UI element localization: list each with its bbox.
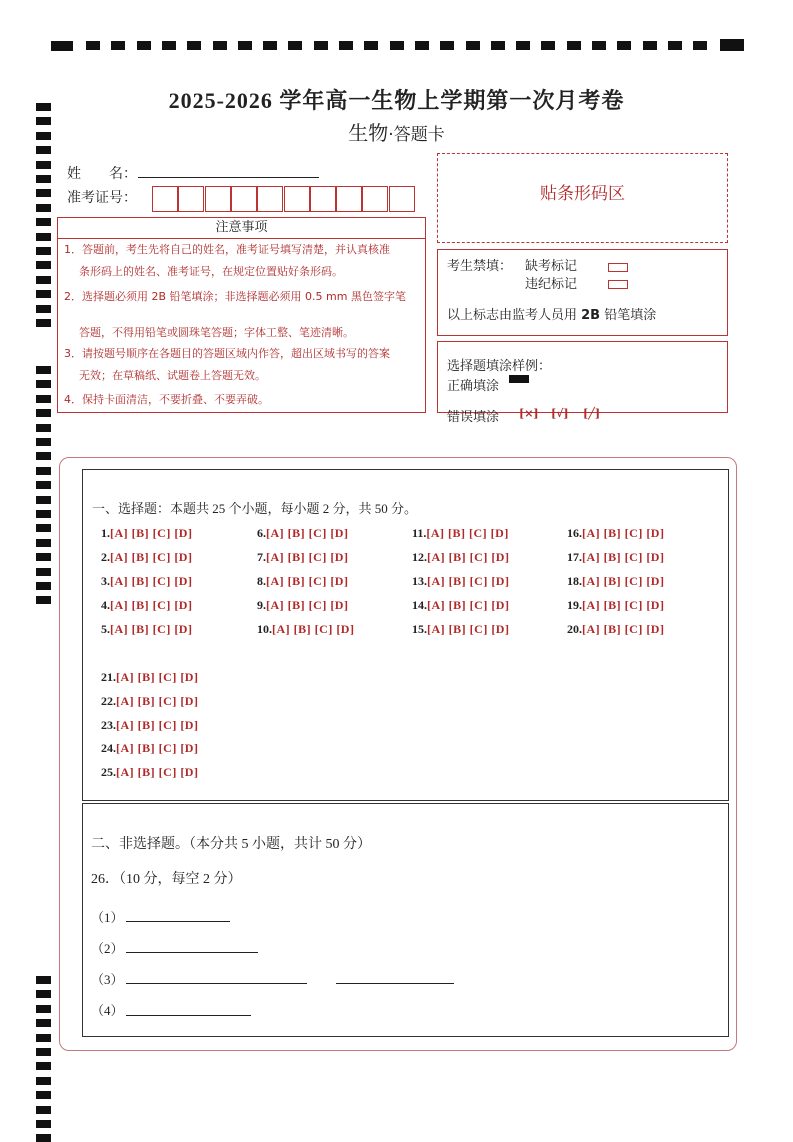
timing-mark — [111, 41, 125, 50]
timing-mark — [36, 452, 51, 460]
exam-id-digit-box[interactable] — [205, 186, 231, 212]
choice-question[interactable] — [257, 574, 348, 589]
question-number: 8. — [257, 574, 266, 588]
answer-options[interactable]: [A] [B] [C] [D] — [426, 526, 509, 540]
question-number: 23. — [101, 717, 116, 732]
question-number: 21. — [101, 670, 116, 684]
choice-question[interactable] — [257, 622, 354, 637]
sample-correct-label: 正确填涂 — [447, 379, 500, 394]
exam-id-digit-box[interactable] — [362, 186, 388, 212]
question-number: 12. — [412, 550, 427, 564]
choice-question[interactable] — [101, 694, 198, 709]
timing-mark — [36, 276, 51, 284]
note-item — [64, 343, 390, 387]
timing-mark — [36, 247, 51, 255]
name-field[interactable] — [138, 177, 319, 178]
timing-mark — [86, 41, 100, 50]
answer-line[interactable] — [126, 1015, 251, 1016]
correct-fill-mark — [509, 375, 529, 383]
timing-mark — [720, 39, 744, 51]
timing-mark — [36, 290, 51, 298]
violation-label: 违纪标记 — [525, 277, 578, 292]
choice-question[interactable] — [412, 622, 509, 637]
absent-label: 缺考标记 — [525, 259, 578, 274]
timing-mark — [36, 510, 51, 518]
exam-id-digit-box[interactable] — [284, 186, 310, 212]
forbid-note-suffix: 铅笔填涂 — [600, 308, 657, 323]
page-subtitle — [0, 117, 793, 146]
timing-mark — [643, 41, 657, 50]
timing-mark — [36, 582, 51, 590]
answer-options[interactable]: [A] [B] [C] [D] — [582, 550, 665, 564]
timing-mark — [36, 261, 51, 269]
timing-mark — [592, 41, 606, 50]
choice-section — [82, 469, 729, 801]
exam-id-digit-box[interactable] — [152, 186, 178, 212]
violation-checkbox[interactable] — [608, 280, 628, 289]
timing-mark — [36, 596, 51, 604]
answer-options[interactable]: [A] [B] [C] [D] — [266, 550, 349, 564]
note-line: 无效；在草稿纸、试题卷上答题无效。 — [79, 369, 266, 382]
answer-options[interactable]: [A] [B] [C] [D] — [116, 741, 199, 756]
question-number: 6. — [257, 526, 266, 540]
note-line: 3．请按题号顺序在各题目的答题区域内作答，超出区域书写的答案 — [64, 347, 390, 360]
answer-options[interactable]: [A] [B] [C] [D] — [110, 550, 193, 564]
choice-question[interactable] — [412, 550, 509, 565]
exam-id-digit-box[interactable] — [257, 186, 283, 212]
timing-mark — [36, 553, 51, 561]
choice-question[interactable] — [412, 574, 509, 589]
forbid-note-prefix: 以上标志由监考人员用 — [447, 308, 582, 323]
sample-wrong-label: 错误填涂 — [447, 410, 500, 425]
timing-mark — [36, 467, 51, 475]
answer-line[interactable] — [126, 952, 258, 953]
question-number: 13. — [412, 574, 427, 588]
choice-question[interactable] — [101, 741, 198, 756]
barcode-area[interactable]: 贴条形码区 — [437, 153, 728, 243]
timing-mark — [567, 41, 581, 50]
timing-mark — [36, 204, 51, 212]
question-number: 2. — [101, 550, 110, 564]
notes-panel — [57, 217, 426, 413]
answer-options[interactable]: [A] [B] [C] [D] — [427, 622, 510, 636]
note-item — [64, 389, 269, 411]
answer-options[interactable]: [A] [B] [C] [D] — [582, 622, 665, 636]
timing-mark — [36, 424, 51, 432]
timing-mark — [466, 41, 480, 50]
non-choice-section — [82, 803, 729, 1037]
fill-sample-panel — [437, 341, 728, 425]
question-number: 7. — [257, 550, 266, 564]
choice-question[interactable] — [101, 718, 198, 733]
note-line: 2．选择题必须用 2B 铅笔填涂；非选择题必须用 0.5 mm 黑色签字笔 — [64, 290, 406, 303]
exam-id-digit-box[interactable] — [336, 186, 362, 212]
timing-mark — [36, 1019, 51, 1027]
timing-mark — [36, 305, 51, 313]
answer-options[interactable]: [A] [B] [C] [D] — [116, 693, 199, 708]
choice-question[interactable] — [101, 765, 198, 780]
timing-mark — [187, 41, 201, 50]
timing-mark — [36, 1034, 51, 1042]
proctor-marks-panel — [437, 249, 728, 336]
note-item — [64, 239, 390, 283]
timing-mark — [491, 41, 505, 50]
timing-mark — [36, 189, 51, 197]
answer-options[interactable]: [A] [B] [C] [D] — [110, 574, 193, 588]
note-line: 答题，不得用铅笔或圆珠笔答题；字体工整、笔迹清晰。 — [79, 326, 354, 339]
timing-mark — [36, 1134, 51, 1142]
answer-options[interactable]: [A] [B] [C] [D] — [116, 670, 199, 684]
note-line: 1．答题前，考生先将自己的姓名，准考证号填写清楚，并认真核准 — [64, 243, 390, 256]
wrong-mark-cross: [×] — [519, 407, 539, 420]
answer-options[interactable]: [A] [B] [C] [D] — [427, 574, 510, 588]
answer-options[interactable]: [A] [B] [C] [D] — [582, 598, 665, 612]
timing-mark — [617, 41, 631, 50]
timing-mark — [36, 1077, 51, 1085]
timing-mark — [364, 41, 378, 50]
exam-id-digit-box[interactable] — [178, 186, 204, 212]
card-type: 答题卡 — [393, 125, 445, 145]
sub-question-label: （2） — [91, 941, 124, 956]
choice-question[interactable] — [101, 598, 192, 613]
question-number: 1. — [101, 526, 110, 540]
timing-mark — [36, 146, 51, 154]
choice-question[interactable] — [101, 526, 192, 541]
timing-mark — [339, 41, 353, 50]
timing-mark — [36, 161, 51, 169]
choice-question[interactable] — [567, 598, 664, 613]
question-number: 9. — [257, 598, 266, 612]
timing-mark — [36, 481, 51, 489]
timing-mark — [36, 438, 51, 446]
answer-options[interactable]: [A] [B] [C] [D] — [116, 717, 199, 732]
wrong-mark-check: [√] — [551, 407, 569, 420]
exam-id-digit-box[interactable] — [310, 186, 336, 212]
timing-mark — [36, 319, 51, 327]
answer-options[interactable]: [A] [B] [C] [D] — [110, 598, 193, 612]
answer-options[interactable]: [A] [B] [C] [D] — [427, 598, 510, 612]
timing-mark — [36, 175, 51, 183]
choice-question[interactable] — [257, 526, 348, 541]
subtitle-dot: · — [388, 125, 394, 145]
timing-mark — [36, 395, 51, 403]
timing-mark — [137, 41, 151, 50]
timing-mark — [36, 218, 51, 226]
timing-mark — [51, 41, 73, 51]
question-number: 4. — [101, 598, 110, 612]
page-title: 2025-2026 学年高一生物上学期第一次月考卷 — [168, 88, 625, 113]
timing-mark — [238, 41, 252, 50]
timing-mark — [36, 568, 51, 576]
question-number: 20. — [567, 622, 582, 636]
timing-mark — [263, 41, 277, 50]
answer-options[interactable]: [A] [B] [C] [D] — [116, 765, 199, 780]
timing-mark — [213, 41, 227, 50]
timing-mark — [440, 41, 454, 50]
absent-checkbox[interactable] — [608, 263, 628, 272]
choice-question[interactable] — [101, 574, 192, 589]
choice-question[interactable] — [101, 622, 192, 637]
name-label: 姓 名： — [67, 166, 137, 182]
question-number: 24. — [101, 741, 116, 756]
answer-line[interactable] — [126, 921, 230, 922]
exam-id-digit-box[interactable] — [231, 186, 257, 212]
timing-mark — [541, 41, 555, 50]
choice-question[interactable] — [567, 622, 664, 637]
question-number: 5. — [101, 622, 110, 636]
answer-options[interactable]: [A] [B] [C] [D] — [266, 574, 349, 588]
note-line: 条形码上的姓名、准考证号，在规定位置贴好条形码。 — [79, 265, 343, 278]
wrong-mark-slash: [╱] — [583, 407, 601, 420]
timing-mark — [693, 41, 707, 50]
answer-line[interactable] — [126, 983, 307, 984]
answer-options[interactable]: [A] [B] [C] [D] — [266, 598, 349, 612]
timing-mark — [36, 1062, 51, 1070]
question-number: 10. — [257, 622, 272, 636]
choice-question[interactable] — [412, 526, 509, 541]
question-number: 3. — [101, 574, 110, 588]
timing-mark — [36, 1048, 51, 1056]
timing-mark — [36, 496, 51, 504]
choice-question[interactable] — [567, 574, 664, 589]
timing-mark — [288, 41, 302, 50]
choice-question[interactable] — [101, 550, 192, 565]
forbid-note-bold: 2B — [581, 308, 601, 323]
sub-question-label: （3） — [91, 972, 124, 987]
answer-options[interactable]: [A] [B] [C] [D] — [582, 526, 665, 540]
question-number: 17. — [567, 550, 582, 564]
choice-question[interactable] — [412, 598, 509, 613]
answer-options[interactable]: [A] [B] [C] [D] — [266, 526, 349, 540]
sub-question-label: （1） — [91, 910, 124, 925]
timing-mark — [36, 524, 51, 532]
timing-mark — [314, 41, 328, 50]
note-line: 4．保持卡面清洁，不要折叠、不要弄破。 — [64, 393, 269, 406]
answer-options[interactable]: [A] [B] [C] [D] — [427, 550, 510, 564]
timing-mark — [36, 409, 51, 417]
timing-mark — [36, 380, 51, 388]
question-number: 25. — [101, 765, 116, 780]
answer-options[interactable]: [A] [B] [C] [D] — [110, 622, 193, 636]
question-number: 16. — [567, 526, 582, 540]
forbid-note — [447, 304, 656, 323]
id-label: 准考证号： — [67, 190, 137, 206]
answer-line[interactable] — [336, 983, 454, 984]
timing-mark — [36, 366, 51, 374]
sub-question-label: （4） — [91, 1003, 124, 1018]
question-number: 11. — [412, 526, 427, 540]
forbid-label: 考生禁填： — [447, 259, 513, 274]
timing-mark — [36, 976, 51, 984]
question-number: 15. — [412, 622, 427, 636]
notes-title: 注意事项 — [58, 218, 425, 239]
timing-mark — [516, 41, 530, 50]
timing-mark — [36, 990, 51, 998]
question-number: 19. — [567, 598, 582, 612]
exam-id-digit-box[interactable] — [389, 186, 415, 212]
choice-question[interactable] — [257, 598, 348, 613]
question-number: 18. — [567, 574, 582, 588]
answer-options[interactable]: [A] [B] [C] [D] — [272, 622, 355, 636]
timing-mark — [390, 41, 404, 50]
choice-question[interactable] — [567, 526, 664, 541]
timing-mark — [36, 1120, 51, 1128]
timing-mark — [162, 41, 176, 50]
choice-question[interactable] — [257, 550, 348, 565]
choice-question[interactable] — [101, 670, 198, 685]
non-choice-heading: 二、非选择题。（本分共 5 小题，共计 50 分） — [91, 837, 371, 852]
choice-question[interactable] — [567, 550, 664, 565]
question-number: 14. — [412, 598, 427, 612]
answer-options[interactable]: [A] [B] [C] [D] — [582, 574, 665, 588]
note-item — [64, 286, 406, 344]
timing-mark — [668, 41, 682, 50]
sample-title: 选择题填涂样例： — [447, 359, 552, 374]
timing-mark — [36, 1091, 51, 1099]
choice-heading: 一、选择题：本题共 25 个小题，每小题 2 分，共 50 分。 — [92, 501, 418, 516]
question-26-title: 26．（10 分，每空 2 分） — [91, 872, 242, 887]
timing-mark — [36, 1106, 51, 1114]
timing-mark — [36, 1005, 51, 1013]
question-number: 22. — [101, 693, 116, 708]
timing-mark — [415, 41, 429, 50]
answer-options[interactable]: [A] [B] [C] [D] — [110, 526, 193, 540]
subject-name: 生物 — [348, 121, 389, 145]
timing-mark — [36, 539, 51, 547]
timing-mark — [36, 233, 51, 241]
